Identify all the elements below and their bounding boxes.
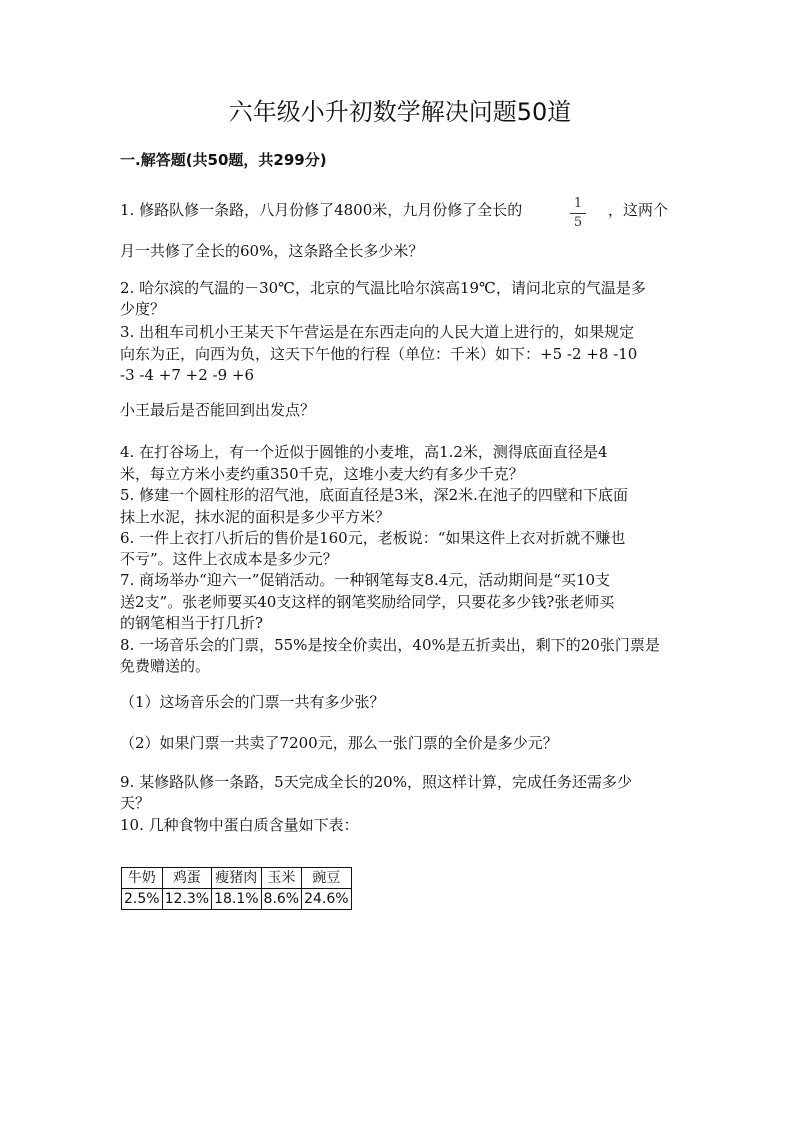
q2-line-2: 少度？ — [120, 300, 166, 318]
q1-line-2: 月一共修了全长的60%，这条路全长多少米？ — [120, 242, 424, 260]
table-cell: 18.1% — [212, 889, 261, 910]
q9-line-2: 天？ — [120, 794, 151, 812]
q3-line-3: -3 -4 +7 +2 -9 +6 — [120, 366, 255, 384]
q8-sub-1: （1）这场音乐会的门票一共有多少张？ — [120, 693, 385, 711]
protein-table — [121, 867, 352, 910]
table-cell: 8.6% — [261, 889, 302, 910]
table-header-cell: 牛奶 — [122, 868, 163, 889]
q8-sub-2: （2）如果门票一共卖了7200元，那么一张门票的全价是多少元？ — [120, 734, 558, 752]
q4-line-2: 米，每立方米小麦约重350千克，这堆小麦大约有多少千克？ — [120, 465, 524, 483]
q2-line-1: 2. 哈尔滨的气温的－30℃，北京的气温比哈尔滨高19℃，请问北京的气温是多 — [120, 279, 646, 297]
q3-line-4: 小王最后是否能回到出发点？ — [120, 401, 316, 419]
fraction-bar — [570, 213, 586, 214]
q8-line-1: 8. 一场音乐会的门票，55%是按全价卖出，40%是五折卖出，剩下的20张门票是 — [120, 636, 660, 654]
q4-line-1: 4. 在打谷场上，有一个近似于圆锥的小麦堆，高1.2米，测得底面直径是4 — [120, 443, 608, 461]
table-row — [122, 889, 352, 910]
table-cell: 2.5% — [122, 889, 163, 910]
section-heading: 一.解答题(共50题，共299分) — [120, 151, 327, 169]
q7-line-2: 送2支”。张老师要买40支这样的钢笔奖励给同学，只要花多少钱?张老师买 — [120, 593, 615, 611]
q6-line-2: 不亏”。这件上衣成本是多少元？ — [120, 550, 338, 568]
table-cell: 24.6% — [302, 889, 351, 910]
q3-line-2: 向东为正，向西为负，这天下午他的行程（单位：千米）如下：+5 -2 +8 -10 — [120, 345, 638, 363]
q8-line-2: 免费赠送的。 — [120, 657, 211, 675]
q1-line-1: 1. 修路队修一条路，八月份修了4800米，九月份修了全长的 — [120, 201, 523, 219]
q9-line-1: 9. 某修路队修一条路，5天完成全长的20%，照这样计算，完成任务还需多少 — [120, 773, 632, 791]
q10-line-1: 10. 几种食物中蛋白质含量如下表： — [120, 816, 359, 834]
fraction-denominator: 5 — [573, 215, 583, 230]
fraction-one-fifth — [570, 196, 586, 231]
table-header-row — [122, 868, 352, 889]
q7-line-3: 的钢笔相当于打几折? — [120, 614, 264, 632]
q5-line-2: 抹上水泥，抹水泥的面积是多少平方米？ — [120, 508, 391, 526]
table-header-cell: 瘦猪肉 — [212, 868, 261, 889]
table-header-cell: 鸡蛋 — [162, 868, 211, 889]
q5-line-1: 5. 修建一个圆柱形的沼气池，底面直径是3米，深2米.在池子的四壁和下底面 — [120, 486, 628, 504]
q1-line-1-tail: ，这两个 — [608, 201, 669, 219]
q6-line-1: 6. 一件上衣打八折后的售价是160元，老板说：“如果这件上衣对折就不赚也 — [120, 529, 626, 547]
table-cell: 12.3% — [162, 889, 211, 910]
table-header-cell: 玉米 — [261, 868, 302, 889]
q3-line-1: 3. 出租车司机小王某天下午营运是在东西走向的人民大道上进行的，如果规定 — [120, 323, 635, 341]
table-header-cell: 豌豆 — [302, 868, 351, 889]
page-title: 六年级小升初数学解决问题50道 — [228, 98, 572, 126]
fraction-numerator: 1 — [573, 196, 583, 211]
q7-line-1: 7. 商场举办“迎六一”促销活动。一种钢笔每支8.4元，活动期间是“买10支 — [120, 571, 611, 589]
